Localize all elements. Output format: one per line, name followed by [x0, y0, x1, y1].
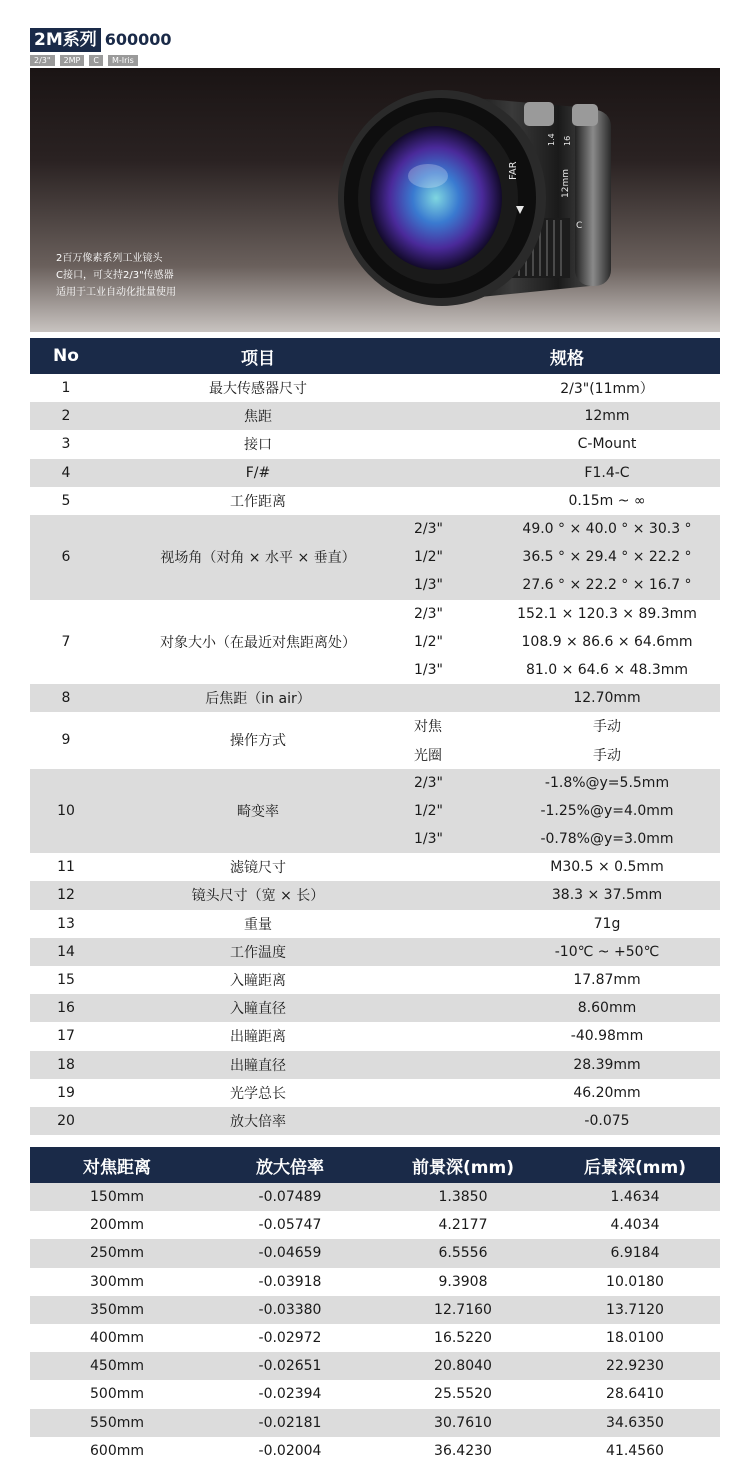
- spec-item: 滤镜尺寸: [102, 853, 414, 881]
- dof-rear: 6.9184: [550, 1239, 720, 1267]
- series-title: 2M系列: [30, 28, 101, 52]
- spec-item: 后焦距（in air）: [102, 684, 414, 712]
- dof-row: [30, 1183, 720, 1211]
- spec-value: 17.87mm: [494, 966, 720, 994]
- spec-item: 工作温度: [102, 938, 414, 966]
- spec-value: 81.0 × 64.6 × 48.3mm: [494, 656, 720, 684]
- tag-resolution: 2MP: [60, 55, 85, 66]
- spec-sub-label: [414, 1107, 494, 1135]
- spec-value: -10℃ ~ +50℃: [494, 938, 720, 966]
- spec-row: [30, 938, 720, 966]
- lens-mark-16: 16: [563, 135, 572, 146]
- spec-no: 11: [30, 853, 102, 881]
- spec-no: 14: [30, 938, 102, 966]
- dof-magnification: -0.02972: [204, 1324, 376, 1352]
- dof-magnification: -0.02651: [204, 1352, 376, 1380]
- tag-mount: C: [89, 55, 103, 66]
- spec-sub-label: 2/3": [414, 515, 494, 543]
- dof-rear: 13.7120: [550, 1296, 720, 1324]
- dof-front: 9.3908: [376, 1268, 550, 1296]
- col-front-dof: 前景深(mm): [376, 1147, 550, 1183]
- spec-sub-label: [414, 853, 494, 881]
- hero-banner: [30, 68, 720, 332]
- spec-row: [30, 853, 720, 881]
- spec-header-row: [30, 338, 720, 374]
- spec-value: 152.1 × 120.3 × 89.3mm: [494, 600, 720, 628]
- spec-item: 最大传感器尺寸: [102, 374, 414, 402]
- spec-row: [30, 459, 720, 487]
- model-code: 600000: [104, 30, 172, 49]
- dof-body: [30, 1183, 720, 1465]
- dof-front: 25.5520: [376, 1380, 550, 1408]
- spec-sub-label: [414, 910, 494, 938]
- hero-line: 2百万像素系列工业镜头: [56, 253, 163, 264]
- spec-value: -40.98mm: [494, 1022, 720, 1050]
- spec-sub-label: 2/3": [414, 600, 494, 628]
- hero-line: C接口，可支持2/3"传感器: [56, 270, 174, 281]
- spec-no: 12: [30, 881, 102, 909]
- spec-item: 出瞳直径: [102, 1051, 414, 1079]
- spec-row: [30, 487, 720, 515]
- dof-row: [30, 1409, 720, 1437]
- spec-item: F/#: [102, 459, 414, 487]
- dof-focus-distance: 200mm: [30, 1211, 204, 1239]
- spec-tags: [30, 55, 172, 66]
- spec-sub-label: 1/3": [414, 656, 494, 684]
- spec-row: [30, 712, 720, 740]
- spec-value: 8.60mm: [494, 994, 720, 1022]
- col-spec-header: 规格: [414, 338, 720, 374]
- col-rear-dof: 后景深(mm): [550, 1147, 720, 1183]
- spec-value: 12mm: [494, 402, 720, 430]
- spec-item: 对象大小（在最近对焦距离处）: [102, 600, 414, 685]
- product-header: [30, 28, 172, 68]
- spec-sub-label: [414, 487, 494, 515]
- spec-sub-label: 对焦: [414, 712, 494, 740]
- dof-table: [30, 1147, 720, 1465]
- spec-row: [30, 402, 720, 430]
- hero-caption: [56, 250, 176, 301]
- dof-row: [30, 1324, 720, 1352]
- spec-no: 3: [30, 430, 102, 458]
- dof-rear: 10.0180: [550, 1268, 720, 1296]
- dof-focus-distance: 450mm: [30, 1352, 204, 1380]
- spec-value: 手动: [494, 740, 720, 768]
- spec-no: 13: [30, 910, 102, 938]
- dof-magnification: -0.02181: [204, 1409, 376, 1437]
- spec-sub-label: 1/3": [414, 571, 494, 599]
- dof-front: 6.5556: [376, 1239, 550, 1267]
- spec-row: [30, 600, 720, 628]
- spec-sub-label: [414, 938, 494, 966]
- spec-sub-label: [414, 966, 494, 994]
- spec-no: 16: [30, 994, 102, 1022]
- spec-no: 9: [30, 712, 102, 768]
- dof-focus-distance: 250mm: [30, 1239, 204, 1267]
- spec-item: 操作方式: [102, 712, 414, 768]
- spec-sub-label: [414, 1022, 494, 1050]
- spec-row: [30, 910, 720, 938]
- spec-sub-label: 光圈: [414, 740, 494, 768]
- spec-row: [30, 1079, 720, 1107]
- spec-no: 5: [30, 487, 102, 515]
- dof-focus-distance: 300mm: [30, 1268, 204, 1296]
- spec-no: 7: [30, 600, 102, 685]
- dof-front: 12.7160: [376, 1296, 550, 1324]
- dof-focus-distance: 350mm: [30, 1296, 204, 1324]
- spec-sub-label: [414, 374, 494, 402]
- spec-row: [30, 966, 720, 994]
- dof-row: [30, 1296, 720, 1324]
- spec-item: 入瞳直径: [102, 994, 414, 1022]
- spec-value: 2/3"(11mm）: [494, 374, 720, 402]
- spec-row: [30, 430, 720, 458]
- spec-sub-label: 1/3": [414, 825, 494, 853]
- spec-value: 46.20mm: [494, 1079, 720, 1107]
- spec-no: 1: [30, 374, 102, 402]
- lens-mark-far: FAR: [508, 161, 519, 180]
- spec-sub-label: 1/2": [414, 628, 494, 656]
- dof-front: 36.4230: [376, 1437, 550, 1465]
- spec-value: 71g: [494, 910, 720, 938]
- spec-no: 6: [30, 515, 102, 600]
- spec-no: 20: [30, 1107, 102, 1135]
- dof-row: [30, 1380, 720, 1408]
- spec-sub-label: [414, 994, 494, 1022]
- dof-front: 20.8040: [376, 1352, 550, 1380]
- spec-item: 焦距: [102, 402, 414, 430]
- spec-value: 49.0 ° × 40.0 ° × 30.3 °: [494, 515, 720, 543]
- spec-no: 15: [30, 966, 102, 994]
- spec-value: -1.8%@y=5.5mm: [494, 769, 720, 797]
- dof-magnification: -0.02394: [204, 1380, 376, 1408]
- spec-value: F1.4-C: [494, 459, 720, 487]
- spec-body: [30, 374, 720, 1135]
- spec-item: 出瞳距离: [102, 1022, 414, 1050]
- dof-row: [30, 1211, 720, 1239]
- dof-rear: 18.0100: [550, 1324, 720, 1352]
- spec-value: -1.25%@y=4.0mm: [494, 797, 720, 825]
- spec-row: [30, 684, 720, 712]
- spec-value: M30.5 × 0.5mm: [494, 853, 720, 881]
- dof-front: 1.3850: [376, 1183, 550, 1211]
- spec-value: C-Mount: [494, 430, 720, 458]
- spec-sub-label: [414, 684, 494, 712]
- dof-rear: 28.6410: [550, 1380, 720, 1408]
- spec-row: [30, 994, 720, 1022]
- lens-mark-14: 1.4: [547, 133, 556, 146]
- spec-sub-label: 1/2": [414, 797, 494, 825]
- col-item-header: 项目: [102, 338, 414, 374]
- dof-rear: 41.4560: [550, 1437, 720, 1465]
- dof-focus-distance: 500mm: [30, 1380, 204, 1408]
- spec-row: [30, 1107, 720, 1135]
- spec-row: [30, 1051, 720, 1079]
- spec-no: 18: [30, 1051, 102, 1079]
- dof-row: [30, 1268, 720, 1296]
- spec-item: 重量: [102, 910, 414, 938]
- spec-value: 108.9 × 86.6 × 64.6mm: [494, 628, 720, 656]
- dof-focus-distance: 150mm: [30, 1183, 204, 1211]
- spec-value: 36.5 ° × 29.4 ° × 22.2 °: [494, 543, 720, 571]
- spec-value: 手动: [494, 712, 720, 740]
- spec-item: 光学总长: [102, 1079, 414, 1107]
- spec-no: 19: [30, 1079, 102, 1107]
- spec-row: [30, 769, 720, 797]
- dof-magnification: -0.03918: [204, 1268, 376, 1296]
- spec-sub-label: [414, 881, 494, 909]
- spec-sub-label: [414, 402, 494, 430]
- spec-sub-label: [414, 1051, 494, 1079]
- dof-magnification: -0.07489: [204, 1183, 376, 1211]
- dof-focus-distance: 550mm: [30, 1409, 204, 1437]
- dof-front: 4.2177: [376, 1211, 550, 1239]
- dof-rear: 34.6350: [550, 1409, 720, 1437]
- spec-row: [30, 374, 720, 402]
- spec-value: 28.39mm: [494, 1051, 720, 1079]
- spec-item: 放大倍率: [102, 1107, 414, 1135]
- spec-no: 10: [30, 769, 102, 854]
- spec-row: [30, 1022, 720, 1050]
- spec-no: 8: [30, 684, 102, 712]
- spec-item: 入瞳距离: [102, 966, 414, 994]
- dof-row: [30, 1239, 720, 1267]
- spec-sub-label: [414, 459, 494, 487]
- lens-mark-focal: 12mm: [561, 169, 571, 198]
- hero-line: 适用于工业自动化批量使用: [56, 287, 176, 298]
- spec-item: 工作距离: [102, 487, 414, 515]
- spec-no: 4: [30, 459, 102, 487]
- spec-sub-label: 1/2": [414, 543, 494, 571]
- spec-sub-label: 2/3": [414, 769, 494, 797]
- dof-rear: 1.4634: [550, 1183, 720, 1211]
- spec-value: -0.78%@y=3.0mm: [494, 825, 720, 853]
- spec-no: 2: [30, 402, 102, 430]
- spec-item: 镜头尺寸（宽 × 长）: [102, 881, 414, 909]
- col-focus-distance: 对焦距离: [30, 1147, 204, 1183]
- spec-value: 27.6 ° × 22.2 ° × 16.7 °: [494, 571, 720, 599]
- dof-magnification: -0.05747: [204, 1211, 376, 1239]
- spec-value: 0.15m ~ ∞: [494, 487, 720, 515]
- col-magnification: 放大倍率: [204, 1147, 376, 1183]
- spec-value: 12.70mm: [494, 684, 720, 712]
- spec-row: [30, 515, 720, 543]
- dof-front: 30.7610: [376, 1409, 550, 1437]
- dof-magnification: -0.03380: [204, 1296, 376, 1324]
- dof-rear: 22.9230: [550, 1352, 720, 1380]
- spec-sub-label: [414, 1079, 494, 1107]
- spec-item: 接口: [102, 430, 414, 458]
- tag-sensor: 2/3": [30, 55, 55, 66]
- dof-rear: 4.4034: [550, 1211, 720, 1239]
- spec-row: [30, 881, 720, 909]
- col-no-header: No: [30, 338, 102, 374]
- dof-row: [30, 1352, 720, 1380]
- dof-focus-distance: 400mm: [30, 1324, 204, 1352]
- spec-item: 畸变率: [102, 769, 414, 854]
- tag-iris: M-Iris: [108, 55, 138, 66]
- dof-header-row: [30, 1147, 720, 1183]
- dof-magnification: -0.02004: [204, 1437, 376, 1465]
- dof-front: 16.5220: [376, 1324, 550, 1352]
- title-row: [30, 28, 172, 52]
- spec-value: -0.075: [494, 1107, 720, 1135]
- spec-value: 38.3 × 37.5mm: [494, 881, 720, 909]
- dof-row: [30, 1437, 720, 1465]
- dof-magnification: -0.04659: [204, 1239, 376, 1267]
- dof-focus-distance: 600mm: [30, 1437, 204, 1465]
- spec-table: [30, 338, 720, 1135]
- spec-sub-label: [414, 430, 494, 458]
- lens-mark-c: C: [576, 221, 583, 231]
- spec-item: 视场角（对角 × 水平 × 垂直）: [102, 515, 414, 600]
- spec-no: 17: [30, 1022, 102, 1050]
